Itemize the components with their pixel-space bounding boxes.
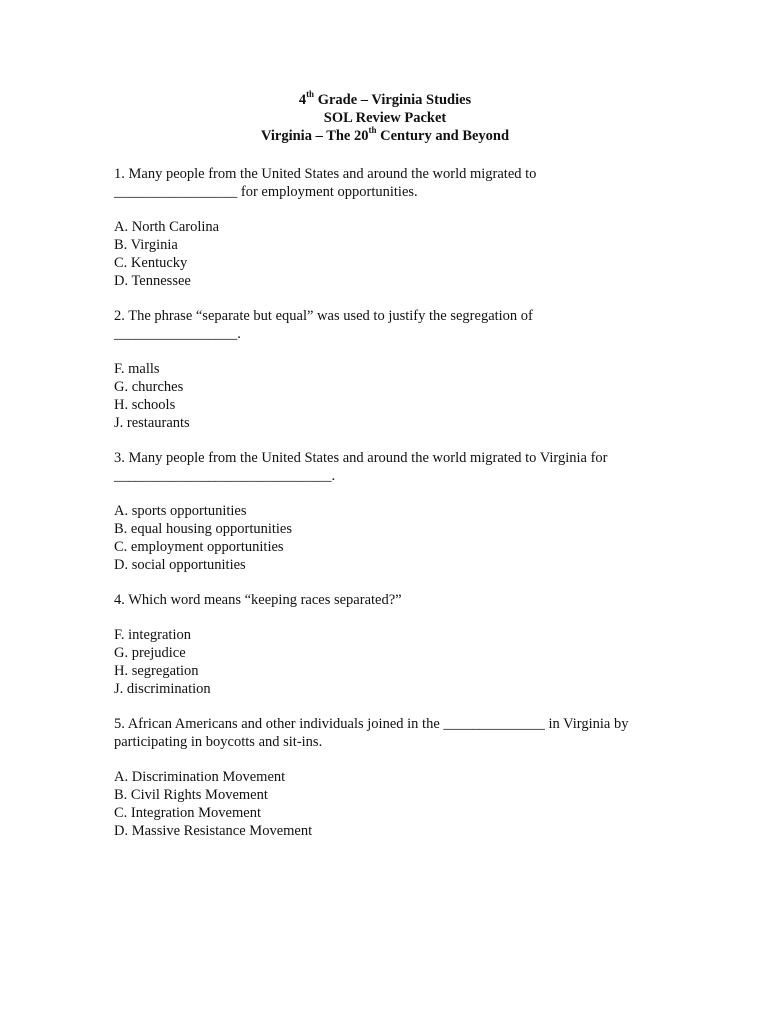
questions-list (114, 165, 674, 857)
header-unit-text-post: Century and Beyond (376, 128, 510, 144)
answer-option: D. Tennessee (114, 273, 191, 289)
answer-options (114, 768, 674, 840)
answer-option: A. sports opportunities (114, 503, 247, 519)
answer-option: B. Civil Rights Movement (114, 787, 268, 803)
question-line: 1. Many people from the United States and around the world migrated to (114, 166, 537, 182)
answer-option: F. malls (114, 361, 160, 377)
question-5 (114, 715, 674, 840)
answer-option: G. prejudice (114, 645, 186, 661)
question-line: participating in boycotts and sit-ins. (114, 734, 323, 750)
question-text (114, 591, 674, 609)
answer-options (114, 360, 674, 432)
question-line: 5. African Americans and other individuals joined in the ______________ in Virginia by (114, 716, 629, 732)
answer-options (114, 502, 674, 574)
question-line: _________________. (114, 326, 241, 342)
question-text (114, 449, 674, 485)
question-line: _________________ for employment opportunities. (114, 184, 418, 200)
header-grade-superscript: th (306, 89, 315, 100)
answer-options (114, 218, 674, 290)
answer-option: D. social opportunities (114, 557, 246, 573)
header-unit-text-pre: Virginia – The 20 (260, 128, 369, 144)
answer-option: D. Massive Resistance Movement (114, 823, 313, 839)
question-text (114, 715, 674, 751)
question-text (114, 307, 674, 343)
answer-option: A. North Carolina (114, 219, 220, 235)
question-line: 2. The phrase “separate but equal” was used to justify the segregation of (114, 308, 533, 324)
answer-option: C. Kentucky (114, 255, 188, 271)
question-line: ______________________________. (114, 468, 336, 484)
answer-option: C. employment opportunities (114, 539, 284, 555)
answer-option: B. Virginia (114, 237, 178, 253)
header-packet-title: SOL Review Packet (323, 110, 447, 126)
answer-options (114, 626, 674, 698)
answer-option: H. schools (114, 397, 176, 413)
header-unit-superscript: th (368, 125, 377, 136)
answer-option: G. churches (114, 379, 184, 395)
answer-option: J. discrimination (114, 681, 211, 697)
header-grade-number: 4 (298, 92, 307, 108)
question-1 (114, 165, 674, 290)
answer-option: J. restaurants (114, 415, 190, 431)
header-grade-title (0, 91, 770, 109)
answer-option: F. integration (114, 627, 191, 643)
header-grade-text: Grade – Virginia Studies (314, 92, 472, 108)
question-line: 4. Which word means “keeping races separated?” (114, 592, 402, 608)
question-line: 3. Many people from the United States and around the world migrated to Virginia for (114, 450, 608, 466)
answer-option: H. segregation (114, 663, 199, 679)
question-3 (114, 449, 674, 574)
document-header (0, 91, 770, 145)
question-2 (114, 307, 674, 432)
question-text (114, 165, 674, 201)
question-4 (114, 591, 674, 698)
answer-option: C. Integration Movement (114, 805, 261, 821)
header-unit-title (0, 127, 770, 145)
answer-option: A. Discrimination Movement (114, 769, 286, 785)
answer-option: B. equal housing opportunities (114, 521, 293, 537)
